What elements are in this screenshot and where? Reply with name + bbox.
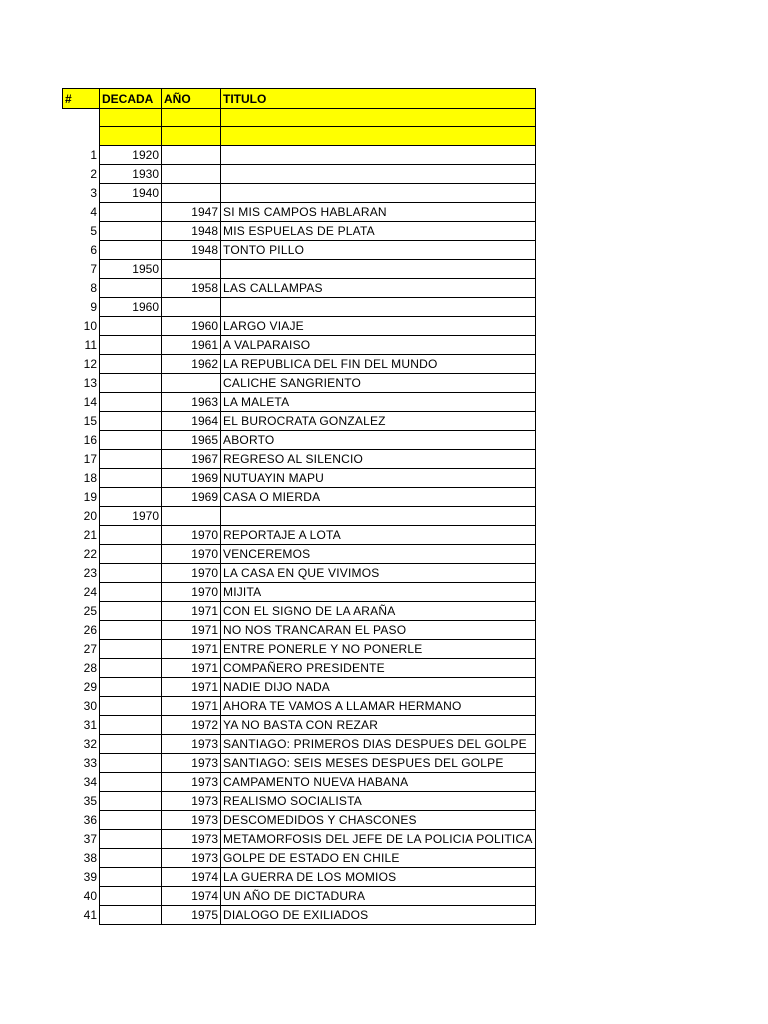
header-decada[interactable]: DECADA bbox=[100, 89, 162, 109]
ano-cell[interactable]: 1964 bbox=[162, 411, 221, 430]
titulo-cell[interactable] bbox=[221, 164, 536, 183]
ano-cell[interactable] bbox=[162, 164, 221, 183]
titulo-cell[interactable] bbox=[221, 506, 536, 525]
table-row bbox=[63, 202, 536, 221]
ano-cell[interactable] bbox=[162, 259, 221, 278]
blank-cell[interactable] bbox=[63, 127, 100, 145]
table-row bbox=[63, 772, 536, 791]
ano-cell[interactable]: 1967 bbox=[162, 449, 221, 468]
table-row bbox=[63, 506, 536, 525]
titulo-cell[interactable] bbox=[221, 259, 536, 278]
table-row bbox=[63, 867, 536, 886]
row-number-cell[interactable]: 21 bbox=[63, 525, 100, 544]
row-number-cell[interactable]: 25 bbox=[63, 601, 100, 620]
row-number-cell[interactable]: 37 bbox=[63, 829, 100, 848]
decada-cell[interactable]: 1950 bbox=[100, 259, 162, 278]
row-number-cell[interactable]: 30 bbox=[63, 696, 100, 715]
decada-cell[interactable] bbox=[100, 392, 162, 411]
films-table bbox=[62, 88, 536, 925]
decada-cell[interactable] bbox=[100, 639, 162, 658]
row-number-cell[interactable]: 40 bbox=[63, 886, 100, 905]
row-number-cell[interactable]: 17 bbox=[63, 449, 100, 468]
ano-cell[interactable]: 1969 bbox=[162, 487, 221, 506]
row-number-cell[interactable]: 9 bbox=[63, 297, 100, 316]
ano-cell[interactable]: 1970 bbox=[162, 563, 221, 582]
table-row bbox=[63, 639, 536, 658]
row-number-cell[interactable]: 14 bbox=[63, 392, 100, 411]
row-number-cell[interactable]: 11 bbox=[63, 335, 100, 354]
table-row bbox=[63, 278, 536, 297]
decada-cell[interactable] bbox=[100, 905, 162, 924]
ano-cell[interactable]: 1970 bbox=[162, 525, 221, 544]
row-number-cell[interactable]: 24 bbox=[63, 582, 100, 601]
ano-cell[interactable]: 1963 bbox=[162, 392, 221, 411]
decada-cell[interactable] bbox=[100, 677, 162, 696]
blank-cell[interactable] bbox=[221, 127, 536, 145]
decada-cell[interactable] bbox=[100, 696, 162, 715]
decada-cell[interactable] bbox=[100, 316, 162, 335]
ano-cell[interactable]: 1973 bbox=[162, 829, 221, 848]
row-number-cell[interactable]: 39 bbox=[63, 867, 100, 886]
table-row bbox=[63, 658, 536, 677]
decada-cell[interactable] bbox=[100, 335, 162, 354]
table-row bbox=[63, 411, 536, 430]
header-row bbox=[63, 89, 536, 109]
titulo-cell[interactable]: SI MIS CAMPOS HABLARAN bbox=[221, 202, 536, 221]
decada-cell[interactable] bbox=[100, 582, 162, 601]
titulo-cell[interactable]: EL BUROCRATA GONZALEZ bbox=[221, 411, 536, 430]
decada-cell[interactable] bbox=[100, 753, 162, 772]
table-row bbox=[63, 677, 536, 696]
titulo-cell[interactable]: LARGO VIAJE bbox=[221, 316, 536, 335]
row-number-cell[interactable]: 6 bbox=[63, 240, 100, 259]
table-row bbox=[63, 221, 536, 240]
row-number-cell[interactable]: 1 bbox=[63, 145, 100, 164]
titulo-cell[interactable]: REPORTAJE A LOTA bbox=[221, 525, 536, 544]
titulo-cell[interactable]: REGRESO AL SILENCIO bbox=[221, 449, 536, 468]
decada-cell[interactable] bbox=[100, 829, 162, 848]
ano-cell[interactable]: 1948 bbox=[162, 240, 221, 259]
titulo-cell[interactable]: CASA O MIERDA bbox=[221, 487, 536, 506]
ano-cell[interactable]: 1962 bbox=[162, 354, 221, 373]
table-row bbox=[63, 487, 536, 506]
ano-cell[interactable]: 1948 bbox=[162, 221, 221, 240]
decada-cell[interactable] bbox=[100, 867, 162, 886]
table-row bbox=[63, 183, 536, 202]
blank-cell[interactable] bbox=[221, 109, 536, 127]
decada-cell[interactable] bbox=[100, 544, 162, 563]
decada-cell[interactable]: 1960 bbox=[100, 297, 162, 316]
ano-cell[interactable]: 1960 bbox=[162, 316, 221, 335]
ano-cell[interactable]: 1973 bbox=[162, 791, 221, 810]
row-number-cell[interactable]: 7 bbox=[63, 259, 100, 278]
ano-cell[interactable]: 1975 bbox=[162, 905, 221, 924]
titulo-cell[interactable]: LA REPUBLICA DEL FIN DEL MUNDO bbox=[221, 354, 536, 373]
ano-cell[interactable]: 1971 bbox=[162, 639, 221, 658]
blank-cell[interactable] bbox=[100, 109, 162, 127]
row-number-cell[interactable]: 33 bbox=[63, 753, 100, 772]
titulo-cell[interactable]: CON EL SIGNO DE LA ARAÑA bbox=[221, 601, 536, 620]
ano-cell[interactable]: 1973 bbox=[162, 810, 221, 829]
decada-cell[interactable] bbox=[100, 810, 162, 829]
table-row bbox=[63, 373, 536, 392]
table-row bbox=[63, 145, 536, 164]
ano-cell[interactable]: 1965 bbox=[162, 430, 221, 449]
row-number-cell[interactable]: 38 bbox=[63, 848, 100, 867]
ano-cell[interactable]: 1971 bbox=[162, 677, 221, 696]
titulo-cell[interactable]: LA MALETA bbox=[221, 392, 536, 411]
table-row bbox=[63, 240, 536, 259]
decada-cell[interactable] bbox=[100, 715, 162, 734]
decada-cell[interactable] bbox=[100, 202, 162, 221]
row-number-cell[interactable]: 26 bbox=[63, 620, 100, 639]
decada-cell[interactable] bbox=[100, 791, 162, 810]
titulo-cell[interactable]: NO NOS TRANCARAN EL PASO bbox=[221, 620, 536, 639]
titulo-cell[interactable]: LA CASA EN QUE VIVIMOS bbox=[221, 563, 536, 582]
decada-cell[interactable] bbox=[100, 373, 162, 392]
table-row bbox=[63, 525, 536, 544]
titulo-cell[interactable]: SANTIAGO: PRIMEROS DIAS DESPUES DEL GOLPE bbox=[221, 734, 536, 753]
decada-cell[interactable] bbox=[100, 430, 162, 449]
ano-cell[interactable]: 1971 bbox=[162, 696, 221, 715]
row-number-cell[interactable]: 5 bbox=[63, 221, 100, 240]
titulo-cell[interactable]: REALISMO SOCIALISTA bbox=[221, 791, 536, 810]
row-number-cell[interactable]: 18 bbox=[63, 468, 100, 487]
decada-cell[interactable] bbox=[100, 221, 162, 240]
decada-cell[interactable] bbox=[100, 240, 162, 259]
row-number-cell[interactable]: 28 bbox=[63, 658, 100, 677]
decada-cell[interactable]: 1940 bbox=[100, 183, 162, 202]
table-row bbox=[63, 734, 536, 753]
titulo-cell[interactable]: ENTRE PONERLE Y NO PONERLE bbox=[221, 639, 536, 658]
table-row bbox=[63, 848, 536, 867]
ano-cell[interactable]: 1958 bbox=[162, 278, 221, 297]
decada-cell[interactable] bbox=[100, 525, 162, 544]
decada-cell[interactable]: 1970 bbox=[100, 506, 162, 525]
titulo-cell[interactable]: VENCEREMOS bbox=[221, 544, 536, 563]
table-row bbox=[63, 905, 536, 924]
ano-cell[interactable] bbox=[162, 145, 221, 164]
ano-cell[interactable]: 1973 bbox=[162, 734, 221, 753]
titulo-cell[interactable]: CAMPAMENTO NUEVA HABANA bbox=[221, 772, 536, 791]
decada-cell[interactable] bbox=[100, 886, 162, 905]
blank-cell[interactable] bbox=[63, 109, 100, 127]
ano-cell[interactable]: 1971 bbox=[162, 601, 221, 620]
ano-cell[interactable]: 1970 bbox=[162, 582, 221, 601]
ano-cell[interactable]: 1961 bbox=[162, 335, 221, 354]
row-number-cell[interactable]: 16 bbox=[63, 430, 100, 449]
table-row bbox=[63, 715, 536, 734]
table-row bbox=[63, 468, 536, 487]
header-titulo[interactable]: TITULO bbox=[221, 89, 536, 109]
table-row bbox=[63, 582, 536, 601]
table-row bbox=[63, 392, 536, 411]
row-number-cell[interactable]: 12 bbox=[63, 354, 100, 373]
row-number-cell[interactable]: 2 bbox=[63, 164, 100, 183]
ano-cell[interactable]: 1973 bbox=[162, 848, 221, 867]
ano-cell[interactable] bbox=[162, 506, 221, 525]
titulo-cell[interactable]: UN AÑO DE DICTADURA bbox=[221, 886, 536, 905]
ano-cell[interactable] bbox=[162, 183, 221, 202]
titulo-cell[interactable]: NUTUAYIN MAPU bbox=[221, 468, 536, 487]
decada-cell[interactable] bbox=[100, 601, 162, 620]
row-number-cell[interactable]: 22 bbox=[63, 544, 100, 563]
decada-cell[interactable] bbox=[100, 658, 162, 677]
table-row bbox=[63, 164, 536, 183]
ano-cell[interactable]: 1969 bbox=[162, 468, 221, 487]
titulo-cell[interactable]: A VALPARAISO bbox=[221, 335, 536, 354]
titulo-cell[interactable]: METAMORFOSIS DEL JEFE DE LA POLICIA POLITICA bbox=[221, 829, 536, 848]
ano-cell[interactable] bbox=[162, 373, 221, 392]
row-number-cell[interactable]: 20 bbox=[63, 506, 100, 525]
blank-cell[interactable] bbox=[100, 127, 162, 145]
decada-cell[interactable] bbox=[100, 620, 162, 639]
table-row bbox=[63, 563, 536, 582]
decada-cell[interactable] bbox=[100, 449, 162, 468]
ano-cell[interactable]: 1947 bbox=[162, 202, 221, 221]
table-row bbox=[63, 601, 536, 620]
header-blank-row bbox=[63, 127, 536, 145]
row-number-cell[interactable]: 8 bbox=[63, 278, 100, 297]
titulo-cell[interactable]: MIJITA bbox=[221, 582, 536, 601]
titulo-cell[interactable]: NADIE DIJO NADA bbox=[221, 677, 536, 696]
titulo-cell[interactable]: DIALOGO DE EXILIADOS bbox=[221, 905, 536, 924]
table-row bbox=[63, 297, 536, 316]
table-row bbox=[63, 620, 536, 639]
ano-cell[interactable]: 1973 bbox=[162, 772, 221, 791]
table-row bbox=[63, 829, 536, 848]
row-number-cell[interactable]: 34 bbox=[63, 772, 100, 791]
decada-cell[interactable] bbox=[100, 848, 162, 867]
table-row bbox=[63, 886, 536, 905]
row-number-cell[interactable]: 29 bbox=[63, 677, 100, 696]
table-row bbox=[63, 430, 536, 449]
row-number-cell[interactable]: 19 bbox=[63, 487, 100, 506]
decada-cell[interactable] bbox=[100, 734, 162, 753]
header-blank-row bbox=[63, 109, 536, 127]
row-number-cell[interactable]: 27 bbox=[63, 639, 100, 658]
titulo-cell[interactable]: TONTO PILLO bbox=[221, 240, 536, 259]
row-number-cell[interactable]: 23 bbox=[63, 563, 100, 582]
table-row bbox=[63, 696, 536, 715]
header-num[interactable]: # bbox=[63, 89, 100, 109]
decada-cell[interactable] bbox=[100, 487, 162, 506]
ano-cell[interactable]: 1974 bbox=[162, 867, 221, 886]
titulo-cell[interactable]: LA GUERRA DE LOS MOMIOS bbox=[221, 867, 536, 886]
table-row bbox=[63, 810, 536, 829]
titulo-cell[interactable]: GOLPE DE ESTADO EN CHILE bbox=[221, 848, 536, 867]
table-body bbox=[63, 145, 536, 924]
titulo-cell[interactable]: MIS ESPUELAS DE PLATA bbox=[221, 221, 536, 240]
titulo-cell[interactable]: SANTIAGO: SEIS MESES DESPUES DEL GOLPE bbox=[221, 753, 536, 772]
row-number-cell[interactable]: 36 bbox=[63, 810, 100, 829]
ano-cell[interactable]: 1971 bbox=[162, 620, 221, 639]
ano-cell[interactable]: 1973 bbox=[162, 753, 221, 772]
titulo-cell[interactable]: DESCOMEDIDOS Y CHASCONES bbox=[221, 810, 536, 829]
row-number-cell[interactable]: 35 bbox=[63, 791, 100, 810]
decada-cell[interactable] bbox=[100, 354, 162, 373]
titulo-cell[interactable] bbox=[221, 297, 536, 316]
ano-cell[interactable]: 1970 bbox=[162, 544, 221, 563]
ano-cell[interactable]: 1972 bbox=[162, 715, 221, 734]
titulo-cell[interactable]: YA NO BASTA CON REZAR bbox=[221, 715, 536, 734]
table-row bbox=[63, 335, 536, 354]
decada-cell[interactable] bbox=[100, 278, 162, 297]
table-row bbox=[63, 791, 536, 810]
decada-cell[interactable] bbox=[100, 772, 162, 791]
ano-cell[interactable] bbox=[162, 297, 221, 316]
titulo-cell[interactable] bbox=[221, 183, 536, 202]
table-row bbox=[63, 316, 536, 335]
table-row bbox=[63, 354, 536, 373]
decada-cell[interactable]: 1920 bbox=[100, 145, 162, 164]
ano-cell[interactable]: 1971 bbox=[162, 658, 221, 677]
table-row bbox=[63, 449, 536, 468]
decada-cell[interactable]: 1930 bbox=[100, 164, 162, 183]
titulo-cell[interactable]: ABORTO bbox=[221, 430, 536, 449]
row-number-cell[interactable]: 31 bbox=[63, 715, 100, 734]
row-number-cell[interactable]: 4 bbox=[63, 202, 100, 221]
row-number-cell[interactable]: 15 bbox=[63, 411, 100, 430]
blank-cell[interactable] bbox=[162, 127, 221, 145]
titulo-cell[interactable]: CALICHE SANGRIENTO bbox=[221, 373, 536, 392]
row-number-cell[interactable]: 13 bbox=[63, 373, 100, 392]
row-number-cell[interactable]: 41 bbox=[63, 905, 100, 924]
titulo-cell[interactable]: COMPAÑERO PRESIDENTE bbox=[221, 658, 536, 677]
blank-cell[interactable] bbox=[162, 109, 221, 127]
titulo-cell[interactable] bbox=[221, 145, 536, 164]
row-number-cell[interactable]: 10 bbox=[63, 316, 100, 335]
table-row bbox=[63, 259, 536, 278]
titulo-cell[interactable]: AHORA TE VAMOS A LLAMAR HERMANO bbox=[221, 696, 536, 715]
titulo-cell[interactable]: LAS CALLAMPAS bbox=[221, 278, 536, 297]
decada-cell[interactable] bbox=[100, 563, 162, 582]
decada-cell[interactable] bbox=[100, 411, 162, 430]
row-number-cell[interactable]: 32 bbox=[63, 734, 100, 753]
decada-cell[interactable] bbox=[100, 468, 162, 487]
table-row bbox=[63, 753, 536, 772]
row-number-cell[interactable]: 3 bbox=[63, 183, 100, 202]
header-ano[interactable]: AÑO bbox=[162, 89, 221, 109]
ano-cell[interactable]: 1974 bbox=[162, 886, 221, 905]
table-row bbox=[63, 544, 536, 563]
